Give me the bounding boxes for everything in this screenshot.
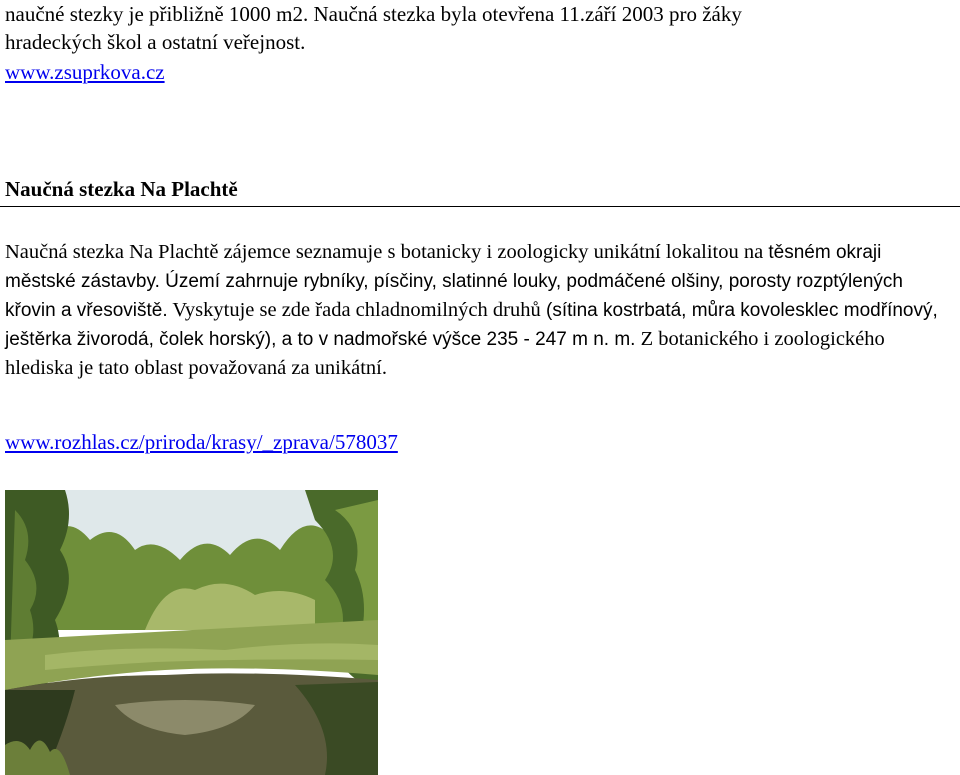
paragraph-body-serif-3: Z botanického i zoologického hlediska je tato oblast považovaná za unikátní.: [5, 328, 885, 379]
intro-line-2: hradeckých škol a ostatní veřejnost.: [5, 30, 306, 54]
paragraph-body-sans-2: (sítina kostrbatá, můra kovolesklec modřínový, ještěrka živorodá, čolek horský), a to v nadmořské výšce 235 - 247 m n. m.: [5, 300, 938, 350]
heading-divider: [0, 206, 960, 207]
intro-line-1: naučné stezky je přibližně 1000 m2. Naučná stezka byla otevřena 11.září 2003 pro žáky: [5, 2, 742, 26]
section-heading: Naučná stezka Na Plachtě: [5, 177, 238, 201]
paragraph-body-sans: těsném okraji městské zástavby. Území zahrnuje rybníky, písčiny, slatinné louky, podmáčené olšiny, porosty rozptýlených křovin a vřesoviště.: [5, 242, 903, 321]
zsuprkova-link[interactable]: www.zsuprkova.cz: [5, 60, 165, 84]
section-paragraph: [5, 238, 950, 383]
wetland-photo: [5, 490, 378, 775]
rozhlas-link[interactable]: www.rozhlas.cz/priroda/krasy/_zprava/578037: [5, 430, 398, 454]
wetland-photo-svg: [5, 490, 378, 775]
paragraph-lead: Naučná stezka Na Plachtě zájemce seznamuje s botanicky i zoologicky unikátní lokalitou na: [5, 241, 764, 263]
paragraph-body-serif-2: druhů: [492, 299, 541, 321]
intro-paragraph: [5, 0, 950, 56]
paragraph-body-serif-1: Vyskytuje se zde řada chladnomilných: [167, 299, 488, 321]
